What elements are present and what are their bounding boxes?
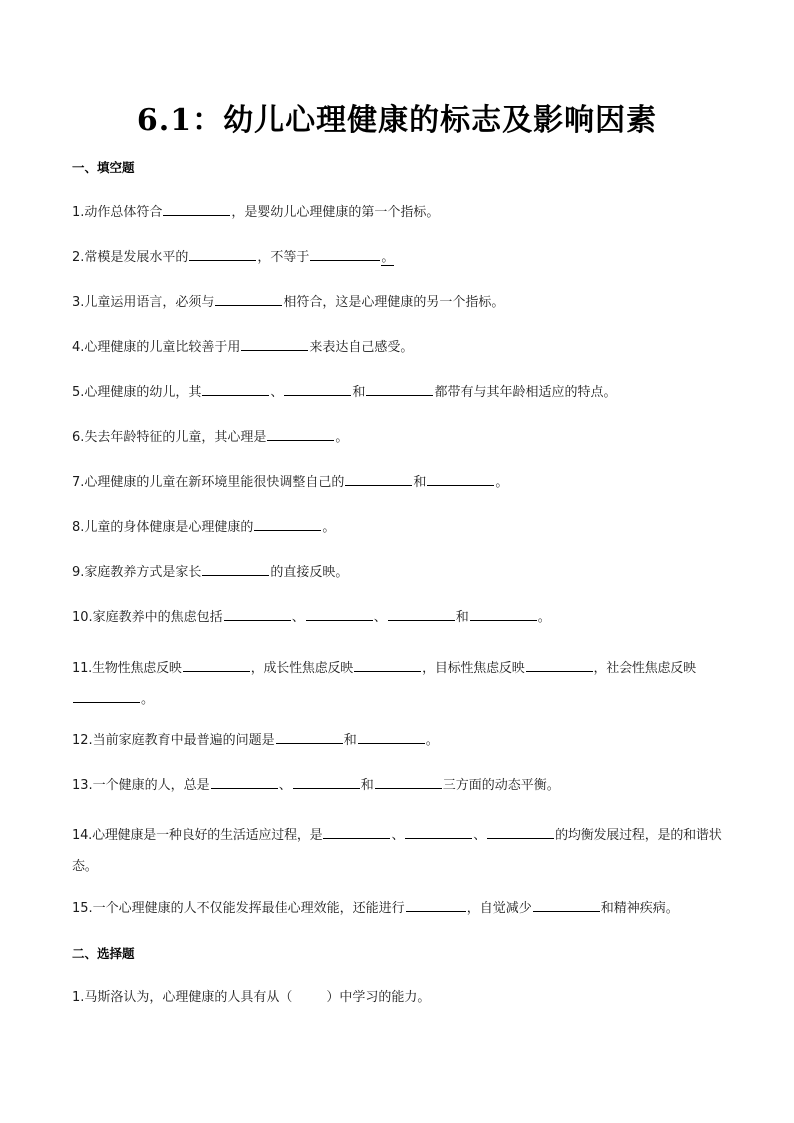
- answer-blank[interactable]: [293, 775, 360, 789]
- answer-blank[interactable]: [73, 689, 140, 703]
- answer-blank[interactable]: [284, 382, 351, 396]
- question-10: 10.家庭教养中的焦虑包括 、 、 和 。: [72, 607, 724, 628]
- answer-blank[interactable]: [215, 292, 282, 306]
- answer-blank[interactable]: [427, 472, 494, 486]
- answer-blank[interactable]: [224, 607, 291, 621]
- question-7: 7.心理健康的儿童在新环境里能很快调整自己的 和 。: [72, 472, 724, 493]
- answer-blank[interactable]: [375, 775, 442, 789]
- answer-blank[interactable]: [202, 382, 269, 396]
- question-6: 6.失去年龄特征的儿童，其心理是 。: [72, 427, 724, 448]
- question-11: 11.生物性焦虑反映 ，成长性焦虑反映 ，目标性焦虑反映 ，社会性焦虑反映。: [72, 653, 724, 715]
- answer-blank[interactable]: [267, 427, 334, 441]
- answer-blank[interactable]: [254, 517, 321, 531]
- answer-blank[interactable]: [358, 730, 425, 744]
- answer-blank[interactable]: [241, 337, 308, 351]
- answer-blank[interactable]: [310, 247, 380, 261]
- question-14: 14.心理健康是一种良好的生活适应过程，是 、 、 的均衡发展过程，是的和谐状态。: [72, 820, 724, 882]
- answer-blank[interactable]: [323, 825, 390, 839]
- answer-blank[interactable]: [388, 607, 455, 621]
- question-9: 9.家庭教养方式是家长 的直接反映。: [72, 562, 724, 583]
- question-15: 15.一个心理健康的人不仅能发挥最佳心理效能，还能进行 ，自觉减少 和精神疾病。: [72, 898, 724, 919]
- answer-blank[interactable]: [354, 658, 421, 672]
- answer-blank[interactable]: [405, 825, 472, 839]
- answer-blank[interactable]: [526, 658, 593, 672]
- answer-blank[interactable]: [211, 775, 278, 789]
- question-1: 1.动作总体符合 ，是婴幼儿心理健康的第一个指标。: [72, 202, 724, 223]
- answer-blank[interactable]: [487, 825, 554, 839]
- answer-blank[interactable]: [276, 730, 343, 744]
- answer-blank[interactable]: [183, 658, 250, 672]
- answer-blank[interactable]: [163, 202, 230, 216]
- question-8: 8.儿童的身体健康是心理健康的 。: [72, 517, 724, 538]
- section-heading-multiple-choice: 二、选择题: [72, 946, 135, 961]
- answer-blank[interactable]: [406, 898, 466, 912]
- question-5: 5.心理健康的幼儿，其 、 和 都带有与其年龄相适应的特点。: [72, 382, 724, 403]
- question-4: 4.心理健康的儿童比较善于用 来表达自己感受。: [72, 337, 724, 358]
- answer-blank[interactable]: [470, 607, 537, 621]
- question-13: 13.一个健康的人，总是 、 和 三方面的动态平衡。: [72, 775, 724, 796]
- answer-blank[interactable]: [306, 607, 373, 621]
- answer-blank[interactable]: [345, 472, 412, 486]
- answer-blank[interactable]: [189, 247, 256, 261]
- question-2: 2.常模是发展水平的 ，不等于 。: [72, 247, 724, 268]
- page-title: 6.1：幼儿心理健康的标志及影响因素: [136, 103, 658, 138]
- answer-blank[interactable]: [533, 898, 600, 912]
- answer-blank[interactable]: [202, 562, 269, 576]
- choice-question-1: 1.马斯洛认为，心理健康的人具有从（ ）中学习的能力。: [72, 990, 431, 1005]
- question-3: 3.儿童运用语言，必须与 相符合，这是心理健康的另一个指标。: [72, 292, 724, 313]
- question-12: 12.当前家庭教育中最普遍的问题是 和 。: [72, 730, 724, 751]
- section-heading-fill-in: 一、填空题: [72, 160, 135, 175]
- answer-blank[interactable]: [366, 382, 433, 396]
